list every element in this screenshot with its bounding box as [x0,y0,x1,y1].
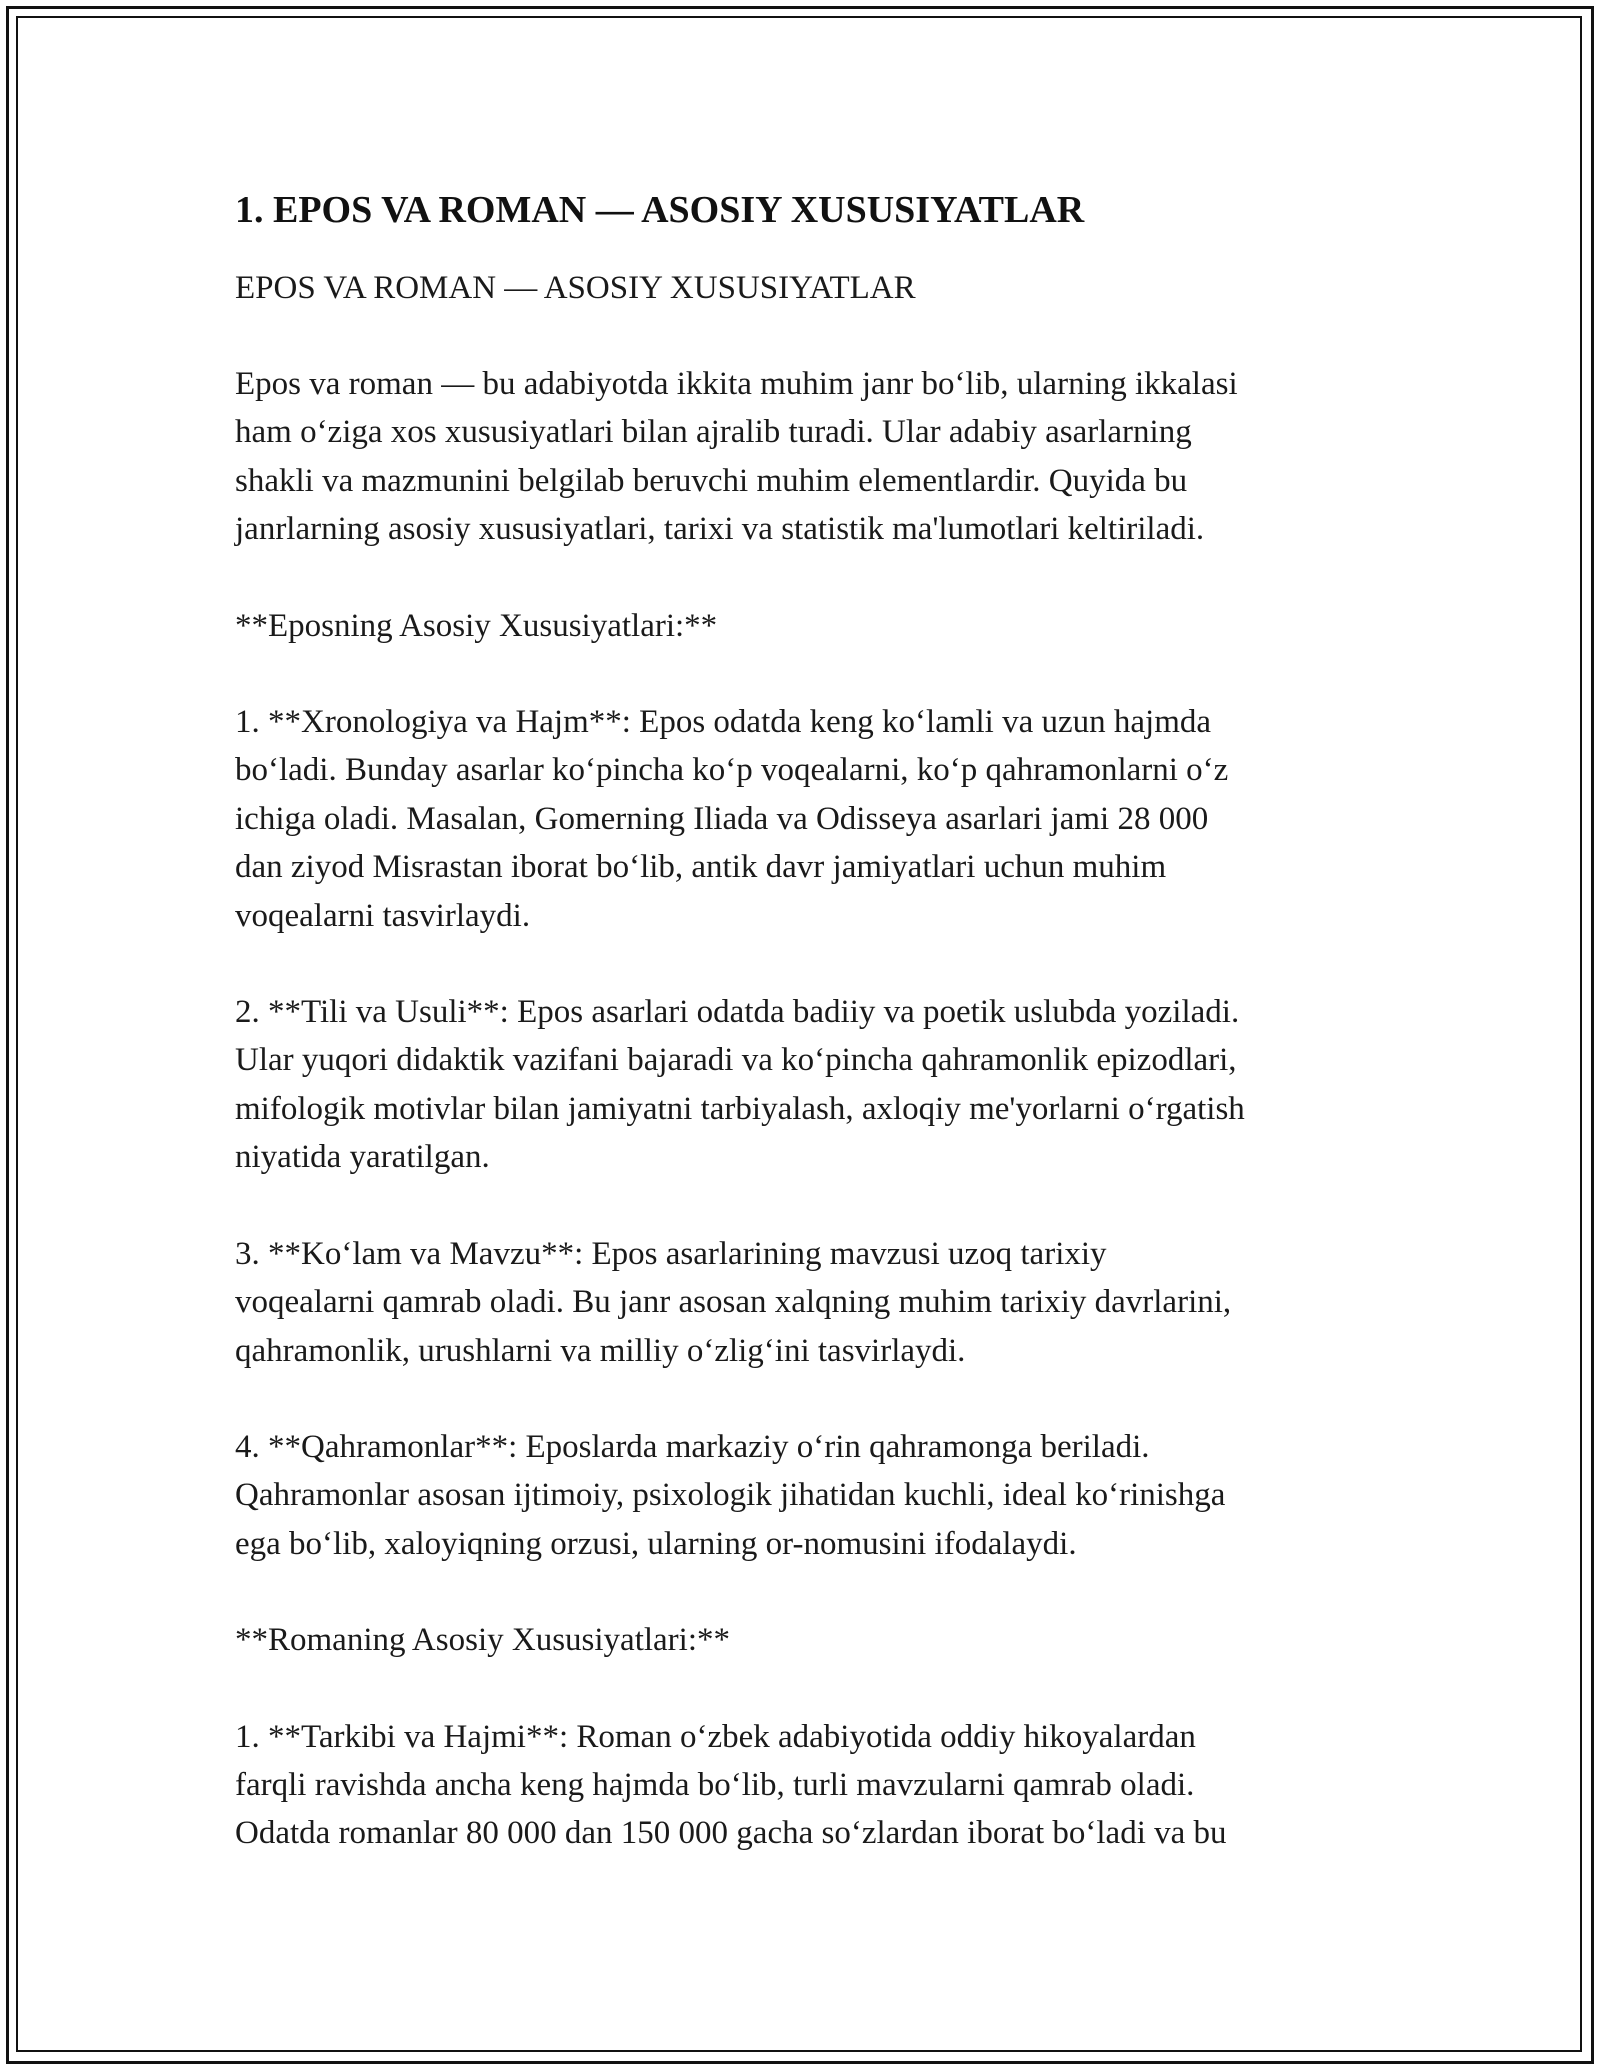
intro-paragraph: Epos va roman — bu adabiyotda ikkita muhim janr bo‘lib, ularning ikkalasi ham o‘ziga xos xususiyatlari bilan ajralib turadi. Ular adabiy asarlarning shakli va mazmunini belgilab beruvchi muhim elementlardir. Quyida bu janrlarning asosiy xususiyatlari, tarixi va statistik ma'lumotlari keltiriladi. [235,366,1238,548]
roman-item-1: 1. **Tarkibi va Hajmi**: Roman o‘zbek adabiyotida oddiy hikoyalardan farqli ravishda ancha keng hajmda bo‘lib, turli mavzularni qamrab oladi. Odatda romanlar 80 000 dan 150 000 gacha so‘zlardan iborat bo‘ladi va bu [235,1718,1227,1852]
epos-item-3: 3. **Ko‘lam va Mavzu**: Epos asarlarining mavzusi uzoq tarixiy voqealarni qamrab oladi. Bu janr asosan xalqning muhim tarixiy davrlarini, qahramonlik, urushlarni va milliy o‘zlig‘ini tasvirlaydi. [235,1235,1232,1369]
epos-item-2: 2. **Tili va Usuli**: Epos asarlari odatda badiiy va poetik uslubda yoziladi. Ular yuqori didaktik vazifani bajaradi va ko‘pincha qahramonlik epizodlari, mifologik motivlar bilan jamiyatni tarbiyalash, axloqiy me'yorlarni o‘rgatish niyatida yaratilgan. [235,994,1245,1176]
epos-features-heading: **Eposning Asosiy Xususiyatlari:** [235,607,718,644]
epos-item-1: 1. **Xronologiya va Hajm**: Epos odatda keng ko‘lamli va uzun hajmda bo‘ladi. Bunday asarlar ko‘pincha ko‘p voqealarni, ko‘p qahramonlarni o‘z ichiga oladi. Masalan, Gomerning Iliada va Odisseya asarlari jami 28 000 dan ziyod Misrastan iborat bo‘lib, antik davr jamiyatlari uchun muhim voqealarni tasvirlaydi. [235,704,1229,934]
epos-item-4: 4. **Qahramonlar**: Eposlarda markaziy o‘rin qahramonga beriladi. Qahramonlar asosan ijtimoiy, psixologik jihatidan kuchli, ideal ko‘rinishga ega bo‘lib, xaloyiqning orzusi, ularning or-nomusini ifodalaydi. [235,1428,1226,1562]
document-body [235,186,1375,1858]
section-heading: 1. EPOS VA ROMAN — ASOSIY XUSUSIYATLAR [235,189,1085,231]
roman-features-heading: **Romaning Asosiy Xususiyatlari:** [235,1622,730,1659]
section-subtitle: EPOS VA ROMAN — ASOSIY XUSUSIYATLAR [235,270,916,306]
